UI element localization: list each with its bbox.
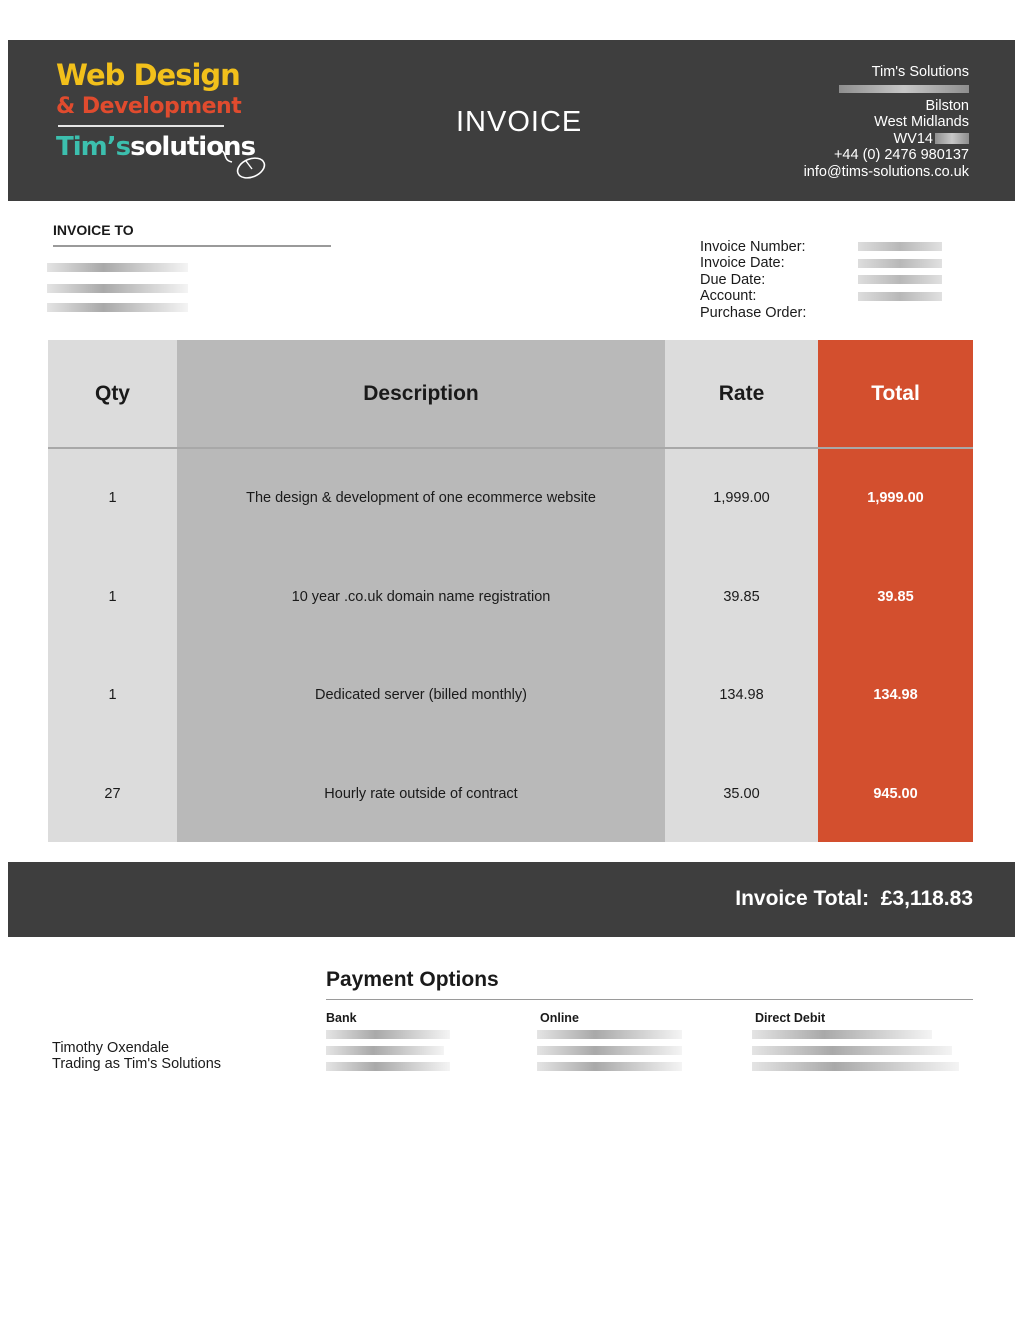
document-title: INVOICE: [456, 106, 583, 138]
logo-divider: [58, 125, 224, 127]
header-description: Description: [363, 381, 479, 405]
row-2-rate: 39.85: [723, 589, 760, 605]
recipient-redacted-line: [47, 263, 188, 272]
line-items-table: [48, 340, 973, 842]
invoice-to-label: INVOICE TO: [53, 222, 134, 238]
row-4-rate: 35.00: [723, 786, 760, 802]
row-4-description: Hourly rate outside of contract: [324, 786, 518, 802]
company-logo: [56, 58, 276, 188]
bank-details-redacted: [326, 1046, 444, 1055]
payment-options-title: Payment Options: [326, 968, 499, 991]
invoice-date-label: Invoice Date:: [700, 255, 785, 272]
due-date-redacted: [858, 275, 942, 284]
payment-options-divider: [326, 999, 973, 1000]
row-3-description: Dedicated server (billed monthly): [315, 687, 527, 703]
recipient-redacted-line: [47, 303, 188, 312]
direct-debit-details-redacted: [752, 1046, 952, 1055]
invoice-total-band: [8, 862, 1015, 937]
invoice-number-label: Invoice Number:: [700, 239, 806, 255]
purchase-order-label: Purchase Order:: [700, 304, 807, 321]
invoice-total-label: Invoice Total:: [735, 887, 870, 910]
row-3-qty: 1: [108, 687, 117, 703]
due-date-label: Due Date:: [700, 271, 766, 288]
logo-line-development: & Development: [56, 94, 242, 119]
company-address: [804, 64, 969, 181]
payment-online-label: Online: [540, 1011, 579, 1025]
row-2-description: 10 year .co.uk domain name registration: [291, 589, 551, 605]
header-total: Total: [871, 381, 920, 405]
invoice-meta-labels: [700, 239, 806, 321]
address-redacted: [804, 81, 969, 98]
invoice-number-redacted: [858, 242, 942, 251]
account-label: Account:: [700, 288, 757, 305]
company-name: Tim's Solutions: [871, 64, 969, 80]
company-postcode: WV14: [893, 130, 933, 147]
company-town: Bilston: [925, 97, 969, 114]
proprietor-signature: [52, 1040, 221, 1072]
logo-tims: Tim’s: [56, 132, 131, 162]
trading-as: Trading as Tim's Solutions: [52, 1056, 222, 1073]
direct-debit-details-redacted: [752, 1030, 932, 1039]
company-email[interactable]: info@tims-solutions.co.uk: [803, 163, 969, 180]
direct-debit-details-redacted: [752, 1062, 959, 1071]
row-1-description: The design & development of one ecommerce website: [246, 490, 596, 506]
online-details-redacted: [537, 1062, 682, 1071]
payment-direct-debit-label: Direct Debit: [755, 1011, 826, 1025]
online-details-redacted: [537, 1046, 682, 1055]
online-details-redacted: [537, 1030, 682, 1039]
mouse-icon: [218, 148, 270, 180]
row-3-total: 134.98: [873, 687, 918, 703]
account-redacted: [858, 292, 942, 301]
bank-details-redacted: [326, 1030, 450, 1039]
row-1-rate: 1,999.00: [713, 490, 770, 506]
header-rate: Rate: [718, 381, 765, 405]
logo-solutions: solutions: [130, 132, 256, 162]
header-divider: [48, 447, 973, 449]
invoice-total: [735, 887, 973, 911]
row-1-total: 1,999.00: [867, 490, 924, 506]
invoice-date-redacted: [858, 259, 942, 268]
company-region: West Midlands: [874, 114, 969, 131]
proprietor-name: Timothy Oxendale: [52, 1040, 170, 1056]
payment-bank-label: Bank: [326, 1011, 357, 1025]
row-1-qty: 1: [108, 490, 117, 506]
row-4-qty: 27: [104, 786, 121, 802]
row-2-qty: 1: [108, 589, 117, 605]
bank-details-redacted: [326, 1062, 450, 1071]
recipient-redacted-line: [47, 284, 188, 293]
company-postcode-line: [804, 131, 969, 148]
logo-line-web-design: Web Design: [56, 58, 240, 92]
row-2-total: 39.85: [877, 589, 914, 605]
invoice-total-amount: £3,118.83: [880, 887, 973, 910]
row-3-rate: 134.98: [719, 687, 764, 703]
invoice-header: [8, 40, 1015, 201]
row-4-total: 945.00: [873, 786, 918, 802]
company-phone: +44 (0) 2476 980137: [833, 147, 969, 164]
invoice-to-divider: [53, 245, 331, 247]
header-qty: Qty: [94, 381, 130, 405]
